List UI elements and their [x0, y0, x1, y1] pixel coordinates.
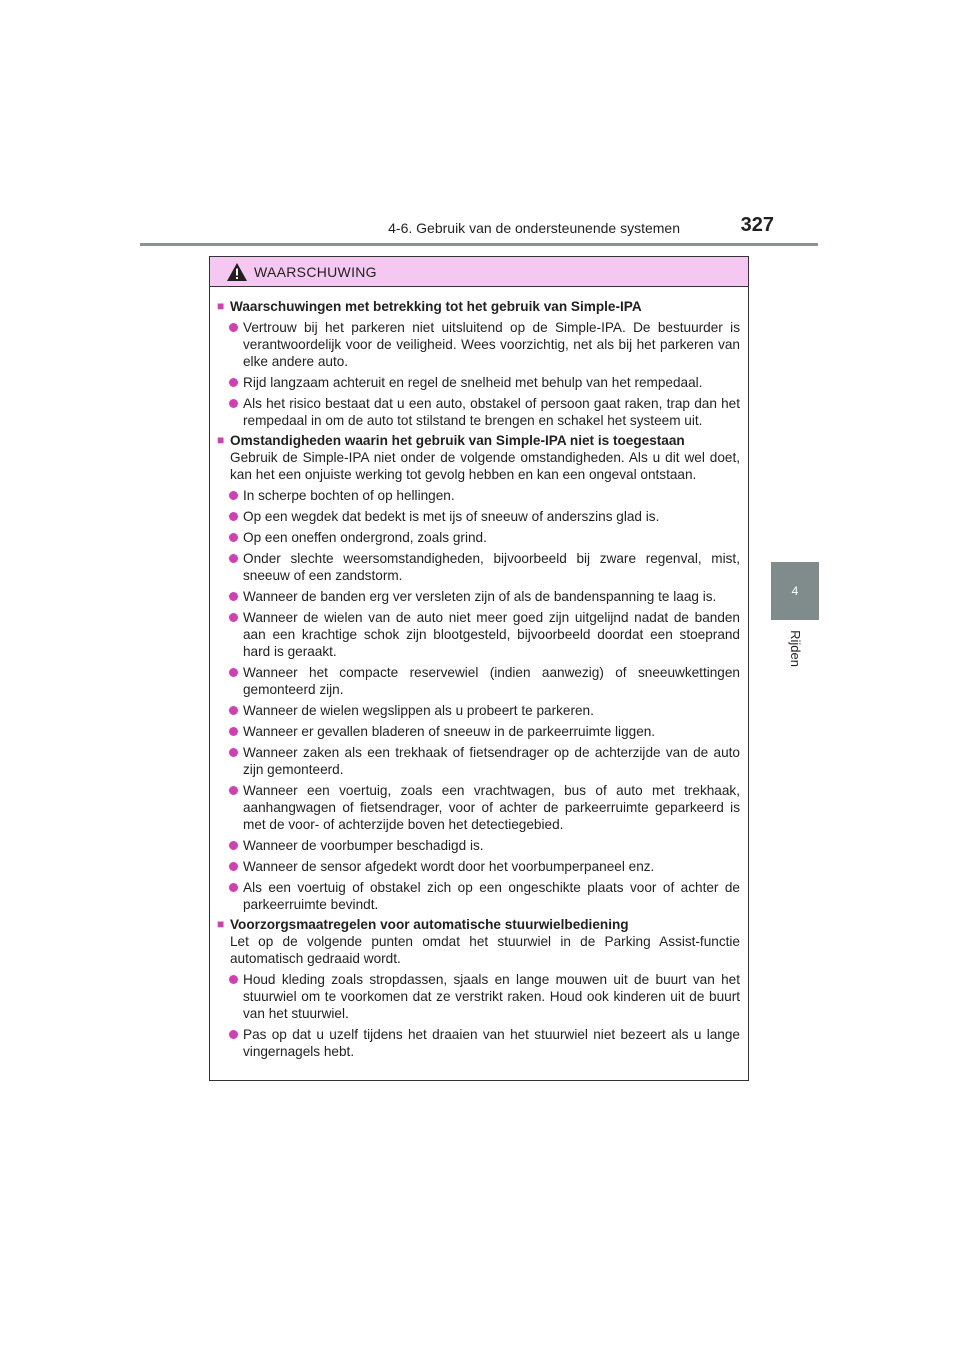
- bullet-item: [217, 609, 740, 660]
- chapter-label-text: Rijden: [787, 629, 803, 667]
- bullet-text: Onder slechte weersomstandigheden, bijvoorbeeld bij zware regenval, mist, sneeuw of een zandstorm.: [243, 551, 740, 583]
- warning-content: [210, 287, 748, 1060]
- bullet-item: [217, 837, 740, 854]
- bullet-text: Pas op dat u uzelf tijdens het draaien van het stuurwiel niet bezeert als u lange vingernagels hebt.: [243, 1027, 740, 1059]
- square-icon: ■: [217, 299, 225, 313]
- bullet-text: Wanneer de voorbumper beschadigd is.: [243, 838, 484, 853]
- section-intro: Gebruik de Simple-IPA niet onder de volgende omstandigheden. Als u dit wel doet, kan het een onjuiste werking tot gevolg hebben en kan een ongeval ontstaan.: [230, 450, 740, 482]
- section-intro: Let op de volgende punten omdat het stuurwiel in de Parking Assist-functie automatisch gedraaid wordt.: [230, 934, 740, 966]
- bullet-text: Rijd langzaam achteruit en regel de snelheid met behulp van het rempedaal.: [243, 375, 703, 390]
- bullet-text: Op een oneffen ondergrond, zoals grind.: [243, 530, 487, 545]
- bullet-dot-icon: [229, 841, 238, 850]
- bullet-item: [217, 508, 740, 525]
- section-heading: [217, 298, 740, 315]
- bullet-dot-icon: [229, 399, 238, 408]
- bullet-text: In scherpe bochten of op hellingen.: [243, 488, 455, 503]
- bullet-dot-icon: [229, 706, 238, 715]
- bullet-dot-icon: [229, 323, 238, 332]
- bullet-text: Wanneer het compacte reservewiel (indien aanwezig) of sneeuwkettingen gemonteerd zijn.: [243, 665, 740, 697]
- bullet-text: Wanneer er gevallen bladeren of sneeuw in de parkeerruimte liggen.: [243, 724, 656, 739]
- warning-triangle-icon: [226, 262, 248, 282]
- bullet-item: [217, 858, 740, 875]
- bullet-item: [217, 588, 740, 605]
- bullet-text: Wanneer de sensor afgedekt wordt door het voorbumperpaneel enz.: [243, 859, 655, 874]
- section-title: Waarschuwingen met betrekking tot het gebruik van Simple-IPA: [230, 299, 642, 314]
- header-rule: [140, 243, 818, 246]
- section-title: Voorzorgsmaatregelen voor automatische stuurwielbediening: [230, 917, 629, 932]
- bullet-item: [217, 664, 740, 698]
- bullet-text: Als een voertuig of obstakel zich op een ongeschikte plaats voor of achter de parkeerruimte bevindt.: [243, 880, 740, 912]
- bullet-item: [217, 529, 740, 546]
- chapter-tab: 4: [771, 562, 819, 620]
- bullet-dot-icon: [229, 668, 238, 677]
- bullet-item: [217, 971, 740, 1022]
- bullet-item: [217, 879, 740, 913]
- bullet-text: Wanneer zaken als een trekhaak of fietsendrager op de achterzijde van de auto zijn gemonteerd.: [243, 745, 740, 777]
- warning-header: [210, 257, 748, 287]
- bullet-item: [217, 487, 740, 504]
- section-header: 4-6. Gebruik van de ondersteunende systemen: [388, 220, 680, 236]
- section-title: Omstandigheden waarin het gebruik van Simple-IPA niet is toegestaan: [230, 433, 685, 448]
- bullet-text: Als het risico bestaat dat u een auto, obstakel of persoon gaat raken, trap dan het rempedaal in om de auto tot stilstand te brengen en schakel het systeem uit.: [243, 396, 740, 428]
- bullet-dot-icon: [229, 613, 238, 622]
- bullet-dot-icon: [229, 727, 238, 736]
- bullet-dot-icon: [229, 554, 238, 563]
- warning-box: [209, 256, 749, 1081]
- bullet-text: Houd kleding zoals stropdassen, sjaals en lange mouwen uit de buurt van het stuurwiel om te voorkomen dat ze verstrikt raken. Houd ook kinderen uit de buurt van het stuurwiel.: [243, 972, 740, 1021]
- bullet-text: Wanneer de wielen wegslippen als u probeert te parkeren.: [243, 703, 594, 718]
- bullet-text: Wanneer de banden erg ver versleten zijn of als de bandenspanning te laag is.: [243, 589, 717, 604]
- warning-section: [217, 916, 740, 1060]
- bullet-item: [217, 702, 740, 719]
- page-number: 327: [740, 214, 774, 236]
- bullet-item: [217, 744, 740, 778]
- bullet-dot-icon: [229, 786, 238, 795]
- bullet-item: [217, 1026, 740, 1060]
- warning-section: [217, 298, 740, 429]
- bullet-dot-icon: [229, 378, 238, 387]
- bullet-item: [217, 782, 740, 833]
- bullet-dot-icon: [229, 533, 238, 542]
- bullet-text: Op een wegdek dat bedekt is met ijs of sneeuw of anderszins glad is.: [243, 509, 660, 524]
- bullet-text: Wanneer de wielen van de auto niet meer goed zijn uitgelijnd nadat de banden aan een krachtige schok zijn blootgesteld, bijvoorbeeld doordat een stoeprand hard is geraakt.: [243, 610, 740, 659]
- bullet-dot-icon: [229, 748, 238, 757]
- bullet-text: Wanneer een voertuig, zoals een vrachtwagen, bus of auto met trekhaak, aanhangwagen of fietsendrager, voor of achter de parkeerruimte geparkeerd is met de voor- of achterzijde boven het detectiegebied.: [243, 783, 740, 832]
- bullet-text: Vertrouw bij het parkeren niet uitsluitend op de Simple-IPA. De bestuurder is verantwoordelijk voor de veiligheid. Wees voorzichtig, net als bij het parkeren van elke andere auto.: [243, 320, 740, 369]
- square-icon: ■: [217, 433, 225, 447]
- bullet-dot-icon: [229, 975, 238, 984]
- warning-section: [217, 432, 740, 913]
- section-heading: [217, 916, 740, 933]
- section-heading: [217, 432, 740, 449]
- bullet-dot-icon: [229, 1030, 238, 1039]
- bullet-item: [217, 550, 740, 584]
- chapter-label: [782, 620, 808, 676]
- bullet-item: [217, 723, 740, 740]
- bullet-dot-icon: [229, 592, 238, 601]
- bullet-dot-icon: [229, 491, 238, 500]
- bullet-dot-icon: [229, 862, 238, 871]
- bullet-dot-icon: [229, 512, 238, 521]
- bullet-item: [217, 374, 740, 391]
- bullet-item: [217, 319, 740, 370]
- square-icon: ■: [217, 917, 225, 931]
- bullet-dot-icon: [229, 883, 238, 892]
- warning-title: WAARSCHUWING: [254, 263, 377, 280]
- bullet-item: [217, 395, 740, 429]
